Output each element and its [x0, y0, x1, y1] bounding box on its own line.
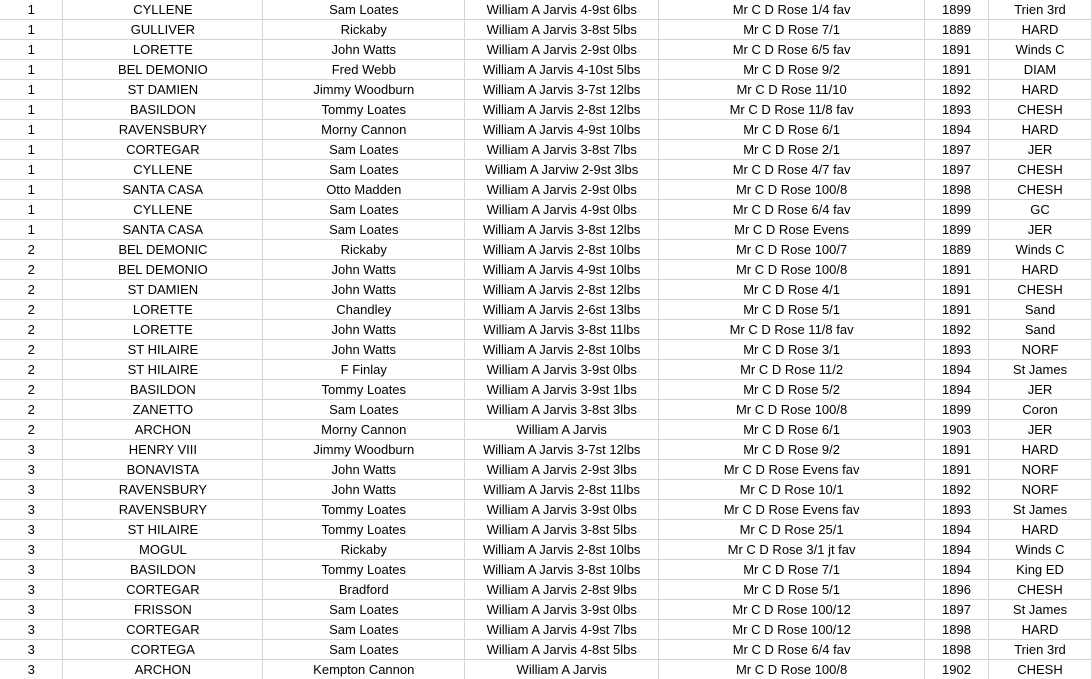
cell-place[interactable]: 2 — [0, 339, 63, 359]
cell-trainer[interactable]: William A Jarvis 3-8st 11lbs — [465, 319, 659, 339]
cell-horse[interactable]: RAVENSBURY — [63, 479, 263, 499]
cell-year[interactable]: 1891 — [925, 299, 989, 319]
table-row — [0, 399, 1092, 419]
cell-race[interactable]: HARD — [989, 439, 1092, 459]
cell-year[interactable]: 1899 — [925, 399, 989, 419]
cell-year[interactable]: 1899 — [925, 219, 989, 239]
cell-owner[interactable]: Mr C D Rose 10/1 — [659, 479, 925, 499]
cell-jockey[interactable]: John Watts — [263, 259, 465, 279]
cell-trainer[interactable]: William A Jarvis 3-8st 12lbs — [465, 219, 659, 239]
cell-race[interactable]: JER — [989, 139, 1092, 159]
cell-owner[interactable]: Mr C D Rose 100/8 — [659, 659, 925, 679]
cell-trainer[interactable]: William A Jarvis 3-8st 3lbs — [465, 399, 659, 419]
cell-place[interactable]: 1 — [0, 179, 63, 199]
cell-jockey[interactable]: Jimmy Woodburn — [263, 439, 465, 459]
cell-year[interactable]: 1898 — [925, 639, 989, 659]
cell-place[interactable]: 3 — [0, 599, 63, 619]
cell-jockey[interactable]: Sam Loates — [263, 619, 465, 639]
cell-place[interactable]: 3 — [0, 559, 63, 579]
cell-trainer[interactable]: William A Jarvis 3-8st 5lbs — [465, 519, 659, 539]
cell-horse[interactable]: BASILDON — [63, 99, 263, 119]
cell-owner[interactable]: Mr C D Rose Evens fav — [659, 499, 925, 519]
cell-horse[interactable]: CORTEGA — [63, 639, 263, 659]
cell-year[interactable]: 1891 — [925, 39, 989, 59]
cell-horse[interactable]: CYLLENE — [63, 0, 263, 19]
cell-year[interactable]: 1893 — [925, 99, 989, 119]
cell-jockey[interactable]: Sam Loates — [263, 399, 465, 419]
cell-year[interactable]: 1898 — [925, 619, 989, 639]
cell-place[interactable]: 2 — [0, 399, 63, 419]
table-row — [0, 179, 1092, 199]
cell-trainer[interactable]: William A Jarviw 2-9st 3lbs — [465, 159, 659, 179]
cell-trainer[interactable]: William A Jarvis 3-8st 7lbs — [465, 139, 659, 159]
cell-trainer[interactable]: William A Jarvis 2-8st 9lbs — [465, 579, 659, 599]
table-row — [0, 499, 1092, 519]
cell-jockey[interactable]: John Watts — [263, 279, 465, 299]
cell-race[interactable]: CHESH — [989, 279, 1092, 299]
cell-year[interactable]: 1892 — [925, 479, 989, 499]
cell-year[interactable]: 1897 — [925, 139, 989, 159]
cell-trainer[interactable]: William A Jarvis 2-8st 10lbs — [465, 339, 659, 359]
table-row — [0, 339, 1092, 359]
cell-trainer[interactable]: William A Jarvis 3-9st 0lbs — [465, 599, 659, 619]
cell-place[interactable]: 2 — [0, 259, 63, 279]
cell-race[interactable]: NORF — [989, 339, 1092, 359]
cell-owner[interactable]: Mr C D Rose 11/8 fav — [659, 99, 925, 119]
cell-race[interactable]: HARD — [989, 119, 1092, 139]
cell-jockey[interactable]: John Watts — [263, 459, 465, 479]
table-row — [0, 99, 1092, 119]
cell-horse[interactable]: LORETTE — [63, 299, 263, 319]
cell-year[interactable]: 1896 — [925, 579, 989, 599]
cell-trainer[interactable]: William A Jarvis 4-9st 0lbs — [465, 199, 659, 219]
cell-race[interactable]: NORF — [989, 459, 1092, 479]
cell-trainer[interactable]: William A Jarvis 2-8st 12lbs — [465, 279, 659, 299]
cell-jockey[interactable]: Sam Loates — [263, 639, 465, 659]
cell-owner[interactable]: Mr C D Rose 2/1 — [659, 139, 925, 159]
cell-place[interactable]: 2 — [0, 419, 63, 439]
cell-horse[interactable]: LORETTE — [63, 319, 263, 339]
cell-place[interactable]: 1 — [0, 39, 63, 59]
cell-trainer[interactable]: William A Jarvis 2-8st 10lbs — [465, 539, 659, 559]
cell-horse[interactable]: ST DAMIEN — [63, 279, 263, 299]
cell-horse[interactable]: GULLIVER — [63, 19, 263, 39]
cell-place[interactable]: 1 — [0, 139, 63, 159]
cell-place[interactable]: 2 — [0, 379, 63, 399]
cell-horse[interactable]: SANTA CASA — [63, 179, 263, 199]
cell-place[interactable]: 3 — [0, 439, 63, 459]
cell-year[interactable]: 1897 — [925, 159, 989, 179]
cell-owner[interactable]: Mr C D Rose 9/2 — [659, 439, 925, 459]
cell-year[interactable]: 1899 — [925, 199, 989, 219]
cell-trainer[interactable]: William A Jarvis 3-8st 10lbs — [465, 559, 659, 579]
cell-race[interactable]: St James — [989, 499, 1092, 519]
cell-jockey[interactable]: John Watts — [263, 479, 465, 499]
cell-jockey[interactable]: Jimmy Woodburn — [263, 79, 465, 99]
cell-owner[interactable]: Mr C D Rose Evens fav — [659, 459, 925, 479]
cell-owner[interactable]: Mr C D Rose 100/7 — [659, 239, 925, 259]
table-row — [0, 59, 1092, 79]
cell-year[interactable]: 1891 — [925, 459, 989, 479]
cell-year[interactable]: 1894 — [925, 519, 989, 539]
cell-race[interactable]: HARD — [989, 259, 1092, 279]
cell-owner[interactable]: Mr C D Rose 5/2 — [659, 379, 925, 399]
cell-year[interactable]: 1902 — [925, 659, 989, 679]
cell-place[interactable]: 1 — [0, 19, 63, 39]
table-row — [0, 219, 1092, 239]
cell-horse[interactable]: BEL DEMONIC — [63, 239, 263, 259]
cell-trainer[interactable]: William A Jarvis 4-9st 10lbs — [465, 119, 659, 139]
table-row — [0, 119, 1092, 139]
cell-race[interactable]: St James — [989, 359, 1092, 379]
cell-race[interactable]: King ED — [989, 559, 1092, 579]
table-row — [0, 39, 1092, 59]
cell-jockey[interactable]: Sam Loates — [263, 199, 465, 219]
cell-owner[interactable]: Mr C D Rose 100/12 — [659, 599, 925, 619]
cell-race[interactable]: JER — [989, 379, 1092, 399]
cell-trainer[interactable]: William A Jarvis 4-9st 7lbs — [465, 619, 659, 639]
cell-race[interactable]: CHESH — [989, 99, 1092, 119]
cell-jockey[interactable]: Morny Cannon — [263, 119, 465, 139]
cell-place[interactable]: 3 — [0, 479, 63, 499]
cell-year[interactable]: 1892 — [925, 79, 989, 99]
cell-jockey[interactable]: Morny Cannon — [263, 419, 465, 439]
cell-horse[interactable]: HENRY VIII — [63, 439, 263, 459]
cell-jockey[interactable]: Rickaby — [263, 19, 465, 39]
cell-year[interactable]: 1903 — [925, 419, 989, 439]
table-row — [0, 259, 1092, 279]
cell-race[interactable]: HARD — [989, 619, 1092, 639]
table-row — [0, 379, 1092, 399]
cell-race[interactable]: HARD — [989, 519, 1092, 539]
cell-place[interactable]: 1 — [0, 0, 63, 19]
table-row — [0, 599, 1092, 619]
cell-race[interactable]: Trien 3rd — [989, 0, 1092, 19]
cell-race[interactable]: St James — [989, 599, 1092, 619]
cell-race[interactable]: HARD — [989, 79, 1092, 99]
cell-jockey[interactable]: Sam Loates — [263, 219, 465, 239]
cell-place[interactable]: 3 — [0, 579, 63, 599]
cell-horse[interactable]: ARCHON — [63, 419, 263, 439]
cell-owner[interactable]: Mr C D Rose 7/1 — [659, 19, 925, 39]
cell-trainer[interactable]: William A Jarvis 3-9st 0lbs — [465, 499, 659, 519]
cell-owner[interactable]: Mr C D Rose 3/1 jt fav — [659, 539, 925, 559]
cell-jockey[interactable]: Fred Webb — [263, 59, 465, 79]
table-row — [0, 539, 1092, 559]
cell-year[interactable]: 1899 — [925, 0, 989, 19]
cell-trainer[interactable]: William A Jarvis 3-7st 12lbs — [465, 439, 659, 459]
table-row — [0, 359, 1092, 379]
cell-horse[interactable]: BASILDON — [63, 559, 263, 579]
cell-horse[interactable]: BONAVISTA — [63, 459, 263, 479]
cell-year[interactable]: 1893 — [925, 499, 989, 519]
cell-trainer[interactable]: William A Jarvis 4-8st 5lbs — [465, 639, 659, 659]
cell-jockey[interactable]: Kempton Cannon — [263, 659, 465, 679]
cell-race[interactable]: Winds C — [989, 539, 1092, 559]
cell-horse[interactable]: LORETTE — [63, 39, 263, 59]
cell-horse[interactable]: BEL DEMONIO — [63, 259, 263, 279]
cell-owner[interactable]: Mr C D Rose 6/4 fav — [659, 199, 925, 219]
cell-race[interactable]: CHESH — [989, 179, 1092, 199]
cell-horse[interactable]: CORTEGAR — [63, 619, 263, 639]
table-row — [0, 559, 1092, 579]
cell-place[interactable]: 2 — [0, 299, 63, 319]
cell-year[interactable]: 1889 — [925, 239, 989, 259]
table-row — [0, 659, 1092, 679]
cell-trainer[interactable]: William A Jarvis 4-10st 5lbs — [465, 59, 659, 79]
cell-trainer[interactable]: William A Jarvis 3-8st 5lbs — [465, 19, 659, 39]
table-row — [0, 479, 1092, 499]
cell-jockey[interactable]: Sam Loates — [263, 0, 465, 19]
cell-trainer[interactable]: William A Jarvis 2-8st 11lbs — [465, 479, 659, 499]
cell-year[interactable]: 1891 — [925, 59, 989, 79]
cell-owner[interactable]: Mr C D Rose 6/5 fav — [659, 39, 925, 59]
table-row — [0, 459, 1092, 479]
cell-owner[interactable]: Mr C D Rose 9/2 — [659, 59, 925, 79]
cell-place[interactable]: 1 — [0, 219, 63, 239]
cell-race[interactable]: JER — [989, 219, 1092, 239]
cell-race[interactable]: CHESH — [989, 159, 1092, 179]
cell-trainer[interactable]: William A Jarvis 3-7st 12lbs — [465, 79, 659, 99]
table-row — [0, 279, 1092, 299]
cell-place[interactable]: 3 — [0, 499, 63, 519]
cell-trainer[interactable]: William A Jarvis 2-9st 0lbs — [465, 39, 659, 59]
table-row — [0, 419, 1092, 439]
cell-owner[interactable]: Mr C D Rose 5/1 — [659, 299, 925, 319]
cell-year[interactable]: 1891 — [925, 259, 989, 279]
cell-owner[interactable]: Mr C D Rose 5/1 — [659, 579, 925, 599]
cell-horse[interactable]: CORTEGAR — [63, 579, 263, 599]
cell-place[interactable]: 2 — [0, 279, 63, 299]
cell-year[interactable]: 1894 — [925, 359, 989, 379]
cell-trainer[interactable]: William A Jarvis 2-9st 0lbs — [465, 179, 659, 199]
cell-horse[interactable]: BEL DEMONIO — [63, 59, 263, 79]
cell-owner[interactable]: Mr C D Rose 1/4 fav — [659, 0, 925, 19]
cell-jockey[interactable]: Rickaby — [263, 539, 465, 559]
table-row — [0, 519, 1092, 539]
cell-place[interactable]: 1 — [0, 159, 63, 179]
cell-trainer[interactable]: William A Jarvis — [465, 659, 659, 679]
cell-jockey[interactable]: John Watts — [263, 319, 465, 339]
table-row — [0, 639, 1092, 659]
cell-horse[interactable]: ST HILAIRE — [63, 359, 263, 379]
cell-place[interactable]: 2 — [0, 359, 63, 379]
cell-jockey[interactable]: Tommy Loates — [263, 519, 465, 539]
table-row — [0, 579, 1092, 599]
cell-place[interactable]: 1 — [0, 79, 63, 99]
cell-jockey[interactable]: Bradford — [263, 579, 465, 599]
table-row — [0, 239, 1092, 259]
cell-owner[interactable]: Mr C D Rose 100/8 — [659, 259, 925, 279]
cell-horse[interactable]: ST DAMIEN — [63, 79, 263, 99]
cell-year[interactable]: 1894 — [925, 539, 989, 559]
cell-place[interactable]: 1 — [0, 119, 63, 139]
cell-owner[interactable]: Mr C D Rose 100/8 — [659, 399, 925, 419]
cell-horse[interactable]: SANTA CASA — [63, 219, 263, 239]
cell-place[interactable]: 2 — [0, 319, 63, 339]
cell-race[interactable]: JER — [989, 419, 1092, 439]
cell-race[interactable]: Trien 3rd — [989, 639, 1092, 659]
cell-year[interactable]: 1894 — [925, 379, 989, 399]
cell-owner[interactable]: Mr C D Rose 25/1 — [659, 519, 925, 539]
cell-jockey[interactable]: F Finlay — [263, 359, 465, 379]
cell-race[interactable]: Winds C — [989, 39, 1092, 59]
cell-year[interactable]: 1893 — [925, 339, 989, 359]
cell-horse[interactable]: BASILDON — [63, 379, 263, 399]
cell-place[interactable]: 3 — [0, 539, 63, 559]
table-row — [0, 319, 1092, 339]
cell-year[interactable]: 1897 — [925, 599, 989, 619]
cell-jockey[interactable]: Otto Madden — [263, 179, 465, 199]
cell-owner[interactable]: Mr C D Rose 100/12 — [659, 619, 925, 639]
cell-race[interactable]: NORF — [989, 479, 1092, 499]
table-row — [0, 19, 1092, 39]
cell-jockey[interactable]: Chandley — [263, 299, 465, 319]
cell-horse[interactable]: ARCHON — [63, 659, 263, 679]
cell-year[interactable]: 1891 — [925, 279, 989, 299]
cell-owner[interactable]: Mr C D Rose 100/8 — [659, 179, 925, 199]
table-row — [0, 139, 1092, 159]
cell-year[interactable]: 1898 — [925, 179, 989, 199]
cell-horse[interactable]: ZANETTO — [63, 399, 263, 419]
cell-race[interactable]: GC — [989, 199, 1092, 219]
cell-owner[interactable]: Mr C D Rose 6/1 — [659, 419, 925, 439]
cell-race[interactable]: DIAM — [989, 59, 1092, 79]
table-row — [0, 0, 1092, 19]
cell-year[interactable]: 1891 — [925, 439, 989, 459]
cell-race[interactable]: Sand — [989, 319, 1092, 339]
cell-year[interactable]: 1892 — [925, 319, 989, 339]
cell-horse[interactable]: RAVENSBURY — [63, 499, 263, 519]
table-row — [0, 619, 1092, 639]
cell-horse[interactable]: CORTEGAR — [63, 139, 263, 159]
cell-race[interactable]: Coron — [989, 399, 1092, 419]
cell-place[interactable]: 3 — [0, 659, 63, 679]
cell-jockey[interactable]: Tommy Loates — [263, 379, 465, 399]
cell-place[interactable]: 3 — [0, 519, 63, 539]
cell-place[interactable]: 3 — [0, 459, 63, 479]
cell-place[interactable]: 3 — [0, 619, 63, 639]
cell-jockey[interactable]: John Watts — [263, 339, 465, 359]
cell-owner[interactable]: Mr C D Rose 7/1 — [659, 559, 925, 579]
cell-jockey[interactable]: John Watts — [263, 39, 465, 59]
table-row — [0, 159, 1092, 179]
cell-place[interactable]: 1 — [0, 59, 63, 79]
cell-trainer[interactable]: William A Jarvis 2-8st 12lbs — [465, 99, 659, 119]
cell-jockey[interactable]: Tommy Loates — [263, 99, 465, 119]
cell-year[interactable]: 1894 — [925, 559, 989, 579]
cell-race[interactable]: HARD — [989, 19, 1092, 39]
cell-year[interactable]: 1889 — [925, 19, 989, 39]
cell-trainer[interactable]: William A Jarvis 2-8st 10lbs — [465, 239, 659, 259]
table-row — [0, 439, 1092, 459]
cell-horse[interactable]: MOGUL — [63, 539, 263, 559]
cell-owner[interactable]: Mr C D Rose 6/1 — [659, 119, 925, 139]
table-row — [0, 199, 1092, 219]
cell-horse[interactable]: ST HILAIRE — [63, 339, 263, 359]
cell-owner[interactable]: Mr C D Rose 11/10 — [659, 79, 925, 99]
cell-owner[interactable]: Mr C D Rose 3/1 — [659, 339, 925, 359]
cell-trainer[interactable]: William A Jarvis — [465, 419, 659, 439]
cell-trainer[interactable]: William A Jarvis 2-9st 3lbs — [465, 459, 659, 479]
cell-race[interactable]: Sand — [989, 299, 1092, 319]
cell-horse[interactable]: CYLLENE — [63, 159, 263, 179]
cell-trainer[interactable]: William A Jarvis 4-9st 6lbs — [465, 0, 659, 19]
cell-trainer[interactable]: William A Jarvis 2-6st 13lbs — [465, 299, 659, 319]
cell-horse[interactable]: CYLLENE — [63, 199, 263, 219]
cell-owner[interactable]: Mr C D Rose 11/2 — [659, 359, 925, 379]
cell-place[interactable]: 1 — [0, 199, 63, 219]
cell-jockey[interactable]: Tommy Loates — [263, 559, 465, 579]
cell-jockey[interactable]: Sam Loates — [263, 599, 465, 619]
cell-horse[interactable]: FRISSON — [63, 599, 263, 619]
cell-place[interactable]: 2 — [0, 239, 63, 259]
cell-horse[interactable]: ST HILAIRE — [63, 519, 263, 539]
cell-trainer[interactable]: William A Jarvis 3-9st 0lbs — [465, 359, 659, 379]
cell-race[interactable]: CHESH — [989, 579, 1092, 599]
cell-race[interactable]: Winds C — [989, 239, 1092, 259]
cell-horse[interactable]: RAVENSBURY — [63, 119, 263, 139]
cell-place[interactable]: 3 — [0, 639, 63, 659]
cell-owner[interactable]: Mr C D Rose 4/1 — [659, 279, 925, 299]
cell-year[interactable]: 1894 — [925, 119, 989, 139]
cell-jockey[interactable]: Rickaby — [263, 239, 465, 259]
cell-owner[interactable]: Mr C D Rose 6/4 fav — [659, 639, 925, 659]
table-row — [0, 79, 1092, 99]
table-row — [0, 299, 1092, 319]
cell-jockey[interactable]: Tommy Loates — [263, 499, 465, 519]
cell-owner[interactable]: Mr C D Rose 4/7 fav — [659, 159, 925, 179]
cell-owner[interactable]: Mr C D Rose 11/8 fav — [659, 319, 925, 339]
cell-trainer[interactable]: William A Jarvis 3-9st 1lbs — [465, 379, 659, 399]
cell-jockey[interactable]: Sam Loates — [263, 159, 465, 179]
cell-trainer[interactable]: William A Jarvis 4-9st 10lbs — [465, 259, 659, 279]
cell-place[interactable]: 1 — [0, 99, 63, 119]
cell-race[interactable]: CHESH — [989, 659, 1092, 679]
cell-owner[interactable]: Mr C D Rose Evens — [659, 219, 925, 239]
cell-jockey[interactable]: Sam Loates — [263, 139, 465, 159]
